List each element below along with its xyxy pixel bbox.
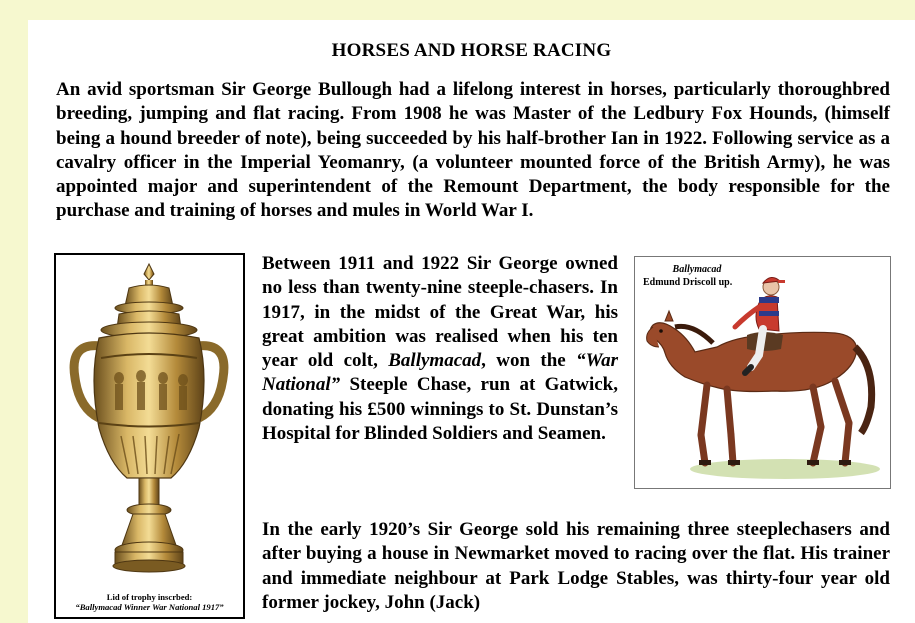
intro-paragraph: An avid sportsman Sir George Bullough had a lifelong interest in horses, particularly thoroughbred breeding, jumping and flat racing. From 1908 he was Master of the Ledbury Fox Hounds, (himself being a hound breeder of note), being succeeded by his half-brother Ian in 1922. Following service as a cavalry officer in the Imperial Yeomanry, (a volunteer mounted force of the British Army), he was appointed major and superintendent of the Remount Department, the body responsible for the purchase and training of horses and mules in World War I. — [56, 79, 890, 222]
document-page — [28, 20, 915, 623]
middle-paragraph-part3: Steeple Chase, run at Gatwick, donating his £500 winnings to St. Dunstan’s Hospital for Blinded Soldiers and Seamen. — [262, 374, 618, 445]
horse-image — [635, 257, 890, 488]
horse-name-inline: Ballymacad — [388, 350, 482, 372]
trophy-caption-line1: Lid of trophy inscrbed: — [106, 592, 193, 602]
middle-paragraph-part1: Between 1911 and 1922 Sir George owned no less than twenty-nine steeple-chasers. In 1917, in the midst of the Great War, his great ambition was realised when his ten year old colt, — [262, 253, 618, 372]
horse-figure-jockey: Edmund Driscoll up. — [643, 277, 733, 288]
horse-figure-name: Ballymacad — [672, 264, 722, 275]
race-name-inline: “War National” — [262, 350, 618, 396]
trophy-figure — [54, 253, 245, 619]
middle-paragraph — [262, 252, 618, 446]
horse-figure — [634, 256, 891, 489]
trophy-caption-line2: “Ballymacad Winner War National 1917” — [75, 602, 224, 612]
middle-paragraph-part2: , won the — [481, 350, 577, 372]
bottom-paragraph: In the early 1920’s Sir George sold his remaining three steeplechasers and after buying a house in Newmarket moved to racing over the flat. His trainer and immediate neighbour at Park Lodge Stables, was thirty-four year old former jockey, John (Jack) — [262, 519, 890, 613]
page-title: HORSES AND HORSE RACING — [331, 40, 612, 61]
trophy-image — [59, 258, 240, 588]
